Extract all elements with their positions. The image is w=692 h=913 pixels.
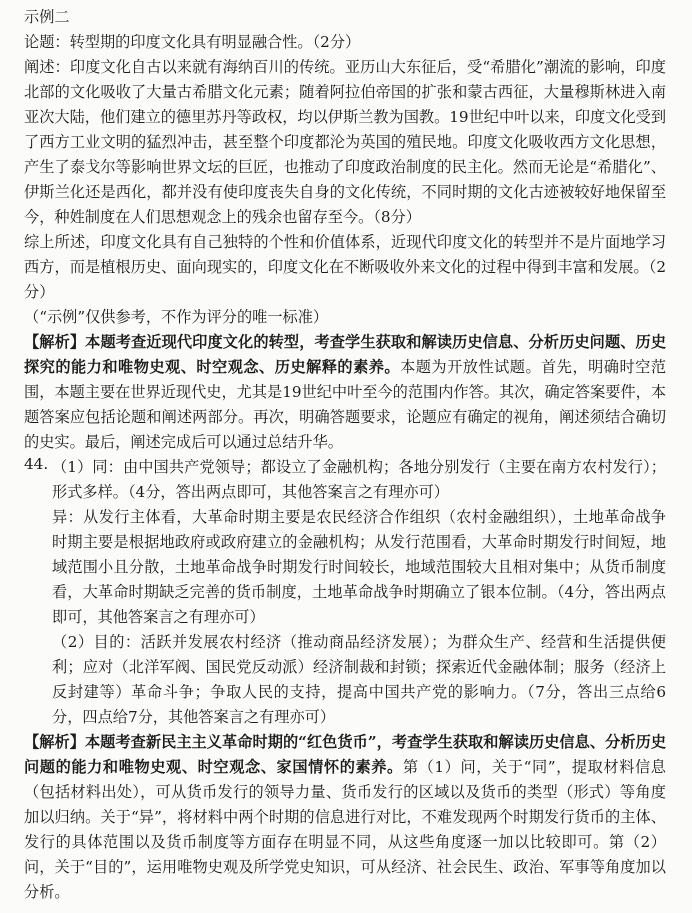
question-number: 44. — [24, 455, 49, 473]
thesis-paragraph: 论题：转型期的印度文化具有明显融合性。（2分） — [24, 33, 361, 51]
conclusion-paragraph: 综上所述，印度文化具有自己独特的个性和价值体系，近现代印度文化的转型并不是片面地学习西方，而是植根历史、面向现实的，印度文化在不断吸收外来文化的过程中得到丰富和发展。（2分） — [24, 233, 666, 301]
analysis-paragraph-1 — [24, 330, 666, 455]
question-44 — [24, 455, 666, 730]
q44-part1-same: （1）同：由中国共产党领导；都设立了金融机构；各地分别发行（主要在南方农村发行）；形式多样。（4分，答出两点即可，其他答案言之有理亦可） — [52, 458, 666, 501]
example-title: 示例二 — [24, 8, 70, 26]
analysis-bold-text: 本题考查近现代印度文化的转型，考查学生获取和解读历史信息、分析历史问题、历史探究的能力和唯物史观、时空观念、历史解释的素养。 — [24, 333, 667, 376]
reference-note: （“示例”仅供参考，不作为评分的唯一标准） — [24, 308, 329, 326]
analysis-tag: 【解析】 — [24, 333, 86, 351]
analysis-text: 第（1）问，关于“同”，提取材料信息（包括材料出处），可从货币发行的领导力量、货币发行的区域以及货币的类型（形式）等角度加以归纳。关于“异”，将材料中两个时期的信息进行对比，不难发现两个时期发行货币的主体、发行的具体范围以及货币制度等方面存在明显不同，从这些角度逐一加以比较即可。第（2）问，关于“目的”，运用唯物史观及所学党史知识，可从经济、社会民生、政治、军事等角度加以分析。 — [24, 758, 666, 901]
analysis-paragraph-2 — [24, 730, 666, 905]
argument-paragraph: 阐述：印度文化自古以来就有海纳百川的传统。亚历山大东征后，受“希腊化”潮流的影响，印度北部的文化吸收了大量古希腊文化元素；随着阿拉伯帝国的扩张和蒙古西征，大量穆斯林进入南亚次大陆，他们建立的德里苏丹等政权，均以伊斯兰教为国教。19世纪中叶以来，印度文化受到了西方工业文明的猛烈冲击，甚至整个印度都沦为英国的殖民地。印度文化吸收西方文化思想，产生了泰戈尔等影响世界文坛的巨匠，也推动了印度政治制度的民主化。然而无论是“希腊化”、伊斯兰化还是西化，都并没有使印度丧失自身的文化传统，不同时期的文化古迹被较好地保留至今，种姓制度在人们思想观念上的残余也留存至今。（8分） — [24, 58, 667, 226]
analysis-text: 本题为开放性试题。首先，明确时空范围，本题主要在世界近现代史，尤其是19世纪中叶至今的范围内作答。其次，确定答案要件，本题答案应包括论题和阐述两部分。再次，明确答题要求，论题应有确定的视角，阐述须结合确切的史实。最后，阐述完成后可以通过总结升华。 — [24, 358, 667, 451]
analysis-tag: 【解析】 — [24, 733, 85, 751]
q44-part1-diff: 异：从发行主体看，大革命时期主要是农民经济合作组织（农村金融组织），土地革命战争时期主要是根据地政府或政府建立的金融机构；从发行范围看，大革命时期发行时间短，地域范围小且分散，土地革命战争时期发行时间较长，地域范围较大且相对集中；从货币制度看，大革命时期缺乏完善的货币制度，土地革命战争时期确立了银本位制。（4分，答出两点即可，其他答案言之有理亦可） — [52, 508, 666, 626]
q44-part2: （2）目的：活跃并发展农村经济（推动商品经济发展）；为群众生产、经营和生活提供便利；应对（北洋军阀、国民党反动派）经济制裁和封锁；探索近代金融体制；服务（经济上反封建等）革命斗争；争取人民的支持，提高中国共产党的影响力。（7分，答出三点给6分，四点给7分，其他答案言之有理亦可） — [52, 633, 666, 726]
analysis-bold-text: 本题考查新民主主义革命时期的“红色货币”，考查学生获取和解读历史信息、分析历史问题的能力和唯物史观、时空观念、家国情怀的素养。 — [24, 733, 667, 776]
